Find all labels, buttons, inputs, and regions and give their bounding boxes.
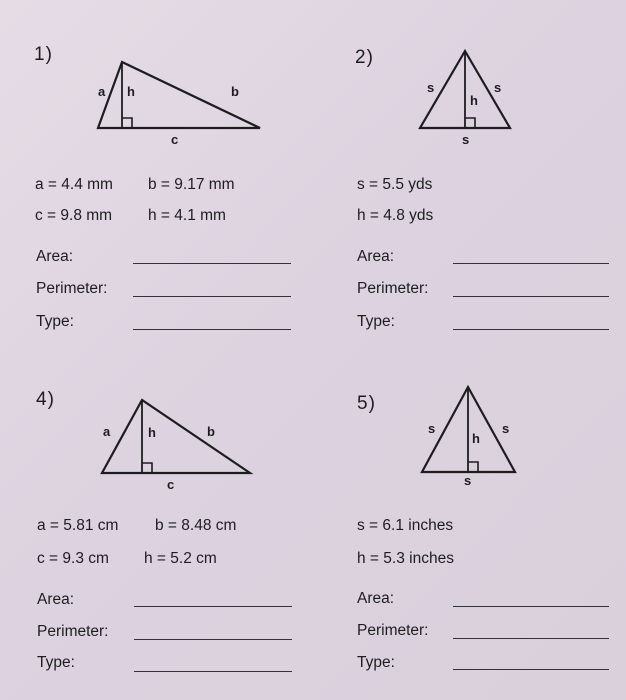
equilateral-triangle-figure bbox=[415, 48, 515, 148]
scalene-triangle-figure bbox=[95, 58, 270, 148]
side-base-label: s bbox=[464, 473, 472, 488]
problem-number: 1) bbox=[34, 44, 53, 65]
side-left-label: s bbox=[428, 421, 436, 436]
type-label: Type: bbox=[37, 654, 75, 671]
height-label: h bbox=[470, 93, 478, 108]
area-label: Area: bbox=[36, 248, 74, 265]
side-c-label: c bbox=[167, 477, 175, 492]
problem-2 bbox=[320, 0, 610, 330]
scalene-triangle-figure bbox=[100, 397, 255, 497]
side-right-label: s bbox=[494, 80, 502, 95]
type-answer-line[interactable] bbox=[453, 329, 609, 330]
problem-number: 4) bbox=[36, 389, 55, 410]
side-b-label: b bbox=[207, 424, 215, 439]
side-a-label: a bbox=[103, 424, 111, 439]
height-label: h bbox=[472, 431, 480, 446]
perimeter-label: Perimeter: bbox=[36, 280, 108, 297]
perimeter-answer-line[interactable] bbox=[133, 296, 291, 297]
height-label: h bbox=[148, 425, 156, 440]
perimeter-label: Perimeter: bbox=[37, 623, 109, 640]
perimeter-answer-line[interactable] bbox=[134, 639, 292, 640]
given-b: b = 9.17 mm bbox=[148, 176, 235, 193]
problem-number: 5) bbox=[357, 393, 376, 414]
area-label: Area: bbox=[357, 248, 395, 265]
problem-number: 2) bbox=[355, 47, 374, 68]
given-b: b = 8.48 cm bbox=[155, 517, 237, 534]
given-h: h = 5.2 cm bbox=[144, 550, 217, 567]
side-right-label: s bbox=[502, 421, 510, 436]
side-a-label: a bbox=[98, 84, 106, 99]
problem-5 bbox=[320, 345, 610, 671]
type-answer-line[interactable] bbox=[133, 329, 291, 330]
side-left-label: s bbox=[427, 80, 435, 95]
type-label: Type: bbox=[357, 654, 395, 671]
equilateral-triangle-figure bbox=[418, 379, 518, 489]
perimeter-label: Perimeter: bbox=[357, 280, 429, 297]
given-a: a = 4.4 mm bbox=[35, 176, 113, 193]
given-h: h = 4.1 mm bbox=[148, 207, 226, 224]
area-answer-line[interactable] bbox=[134, 606, 292, 607]
given-h: h = 4.8 yds bbox=[357, 207, 434, 224]
problem-4 bbox=[0, 345, 290, 671]
given-c: c = 9.3 cm bbox=[37, 550, 109, 567]
given-h: h = 5.3 inches bbox=[357, 550, 454, 567]
perimeter-answer-line[interactable] bbox=[453, 296, 609, 297]
problem-1 bbox=[0, 0, 290, 330]
area-answer-line[interactable] bbox=[453, 606, 609, 607]
area-label: Area: bbox=[357, 590, 395, 607]
perimeter-label: Perimeter: bbox=[357, 622, 429, 639]
type-label: Type: bbox=[36, 313, 74, 330]
type-answer-line[interactable] bbox=[453, 669, 609, 670]
given-c: c = 9.8 mm bbox=[35, 207, 113, 224]
type-label: Type: bbox=[357, 313, 395, 330]
area-answer-line[interactable] bbox=[453, 263, 609, 264]
side-c-label: c bbox=[171, 132, 179, 147]
given-a: a = 5.81 cm bbox=[37, 517, 119, 534]
given-s: s = 6.1 inches bbox=[357, 517, 454, 534]
height-label: h bbox=[127, 84, 135, 99]
given-s: s = 5.5 yds bbox=[357, 176, 433, 193]
area-label: Area: bbox=[37, 591, 75, 608]
area-answer-line[interactable] bbox=[133, 263, 291, 264]
perimeter-answer-line[interactable] bbox=[453, 638, 609, 639]
side-base-label: s bbox=[462, 132, 470, 147]
type-answer-line[interactable] bbox=[134, 671, 292, 672]
side-b-label: b bbox=[231, 84, 239, 99]
